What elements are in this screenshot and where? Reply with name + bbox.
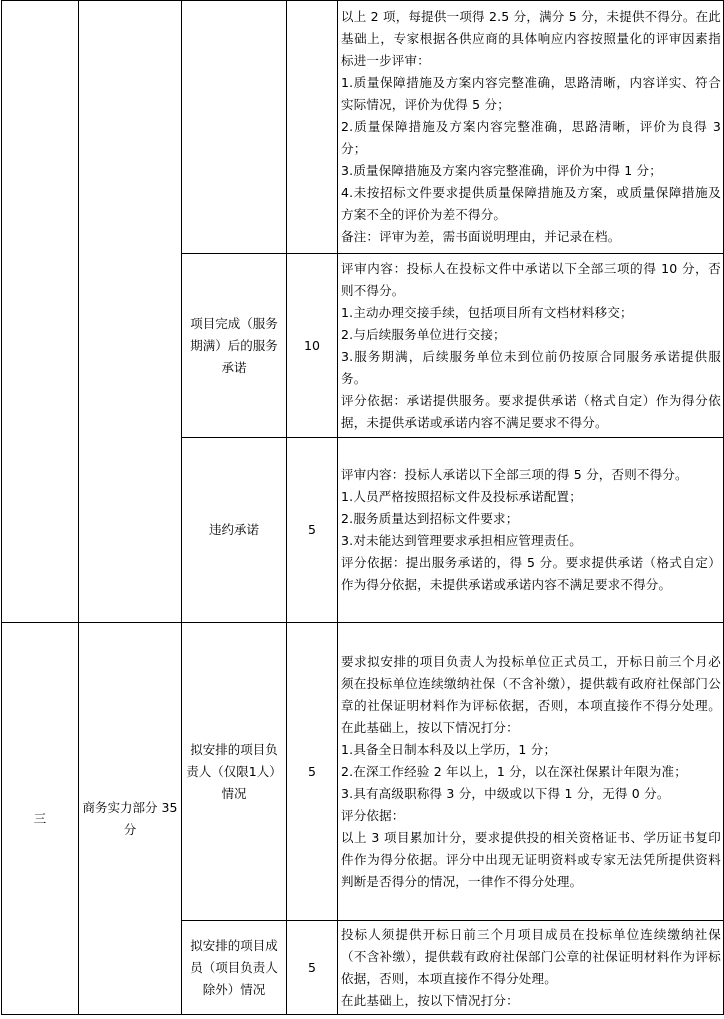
criteria-line: 要求拟安排的项目负责人为投标单位正式员工，开标日前三个月必须在投标单位连续缴纳社保（不含补缴），提供载有政府社保部门公章的社保证明材料作为评标依据，否则，本项直接作不得分处理。在此基础上，按以下情况打分： [341,653,721,735]
criteria-line: 1.具备全日制本科及以上学历，1 分； [341,741,557,757]
section-number-cell: 三 [2,623,79,1015]
criteria-line: 1.主动办理交接手续，包括项目所有文档材料移交； [341,304,633,320]
criteria-line: 评分依据：承诺提供服务。要求提供承诺（格式自定）作为得分依据，未提供承诺或承诺内容不满足要求不得分。 [341,392,721,430]
criteria-line: 4.未按招标文件要求提供质量保障措施及方案，或质量保障措施及方案不全的评价为差不得分。 [341,185,721,222]
criteria-line: 在此基础上，按以下情况打分： [341,992,519,1008]
section-number-cell [2,1,79,623]
item-name-cell: 项目完成（服务期满）后的服务承诺 [182,254,287,438]
item-name-cell: 拟安排的项目成员（项目负责人除外）情况 [182,921,287,1015]
criteria-line: 投标人须提供开标日前三个月项目成员在投标单位连续缴纳社保（不含补缴），提供载有政府社保部门公章的社保证明材料作为评标依据，否则，本项直接作不得分处理。 [341,926,721,986]
section-name-cell [79,1,182,623]
criteria-line: 评分依据：提出服务承诺的，得 5 分。要求提供承诺（格式自定）作为得分依据，未提供承诺或承诺内容不满足要求不得分。 [341,555,721,592]
criteria-line: 评审内容：投标人在投标文件中承诺以下全部三项的得 10 分，否则不得分。 [341,260,721,298]
criteria-line: 1.人员严格按照招标文件及投标承诺配置； [341,489,582,504]
item-name-cell [182,1,287,254]
criteria-line: 以上 3 项目累加计分，要求提供投的相关资格证书、学历证书复印件作为得分依据。评分中出现无证明资料或专家无法凭所提供资料判断是否得分的情况，一律作不得分处理。 [341,829,721,889]
item-score-cell: 10 [287,254,338,438]
criteria-line: 评分依据： [341,807,405,823]
item-score-cell: 5 [287,623,338,921]
table-row [2,623,724,921]
item-score-cell [287,1,338,254]
criteria-line: 3.具有高级职称得 3 分，中级或以下得 1 分，无得 0 分。 [341,785,670,801]
criteria-line: 3.对未能达到管理要求承担相应管理责任。 [341,533,582,548]
criteria-cell [338,1,724,254]
criteria-cell [338,438,724,623]
section-name-cell: 商务实力部分 35 分 [79,623,182,1015]
criteria-line: 2.与后续服务单位进行交接； [341,326,506,342]
criteria-cell [338,623,724,921]
criteria-line: 以上 2 项，每提供一项得 2.5 分，满分 5 分，未提供不得分。在此基础上，专家根据各供应商的具体响应内容按照量化的评审因素指标进一步评审： [341,9,721,68]
criteria-line: 评审内容：投标人承诺以下全部三项的得 5 分，否则不得分。 [341,467,688,482]
scoring-table [1,0,724,1015]
criteria-line: 3.服务期满，后续服务单位未到位前仍按原合同服务承诺提供服务。 [341,348,721,386]
criteria-line: 2.质量保障措施及方案内容完整准确，思路清晰，评价为良得 3 分； [341,119,721,156]
item-score-cell: 5 [287,921,338,1015]
table-row [2,1,724,254]
criteria-cell [338,254,724,438]
criteria-line: 1.质量保障措施及方案内容完整准确，思路清晰，内容详实、符合实际情况，评价为优得 5 分； [341,75,721,112]
item-name-cell: 违约承诺 [182,438,287,623]
criteria-line: 3.质量保障措施及方案内容完整准确，评价为中得 1 分； [341,163,662,178]
criteria-line: 2.服务质量达到招标文件要求； [341,511,519,526]
item-score-cell: 5 [287,438,338,623]
criteria-line: 2.在深工作经验 2 年以上，1 分，以在深社保累计年限为准； [341,763,687,779]
item-name-cell: 拟安排的项目负责人（仅限1人）情况 [182,623,287,921]
criteria-cell [338,921,724,1015]
criteria-line: 备注：评审为差，需书面说明理由，并记录在档。 [341,229,621,244]
